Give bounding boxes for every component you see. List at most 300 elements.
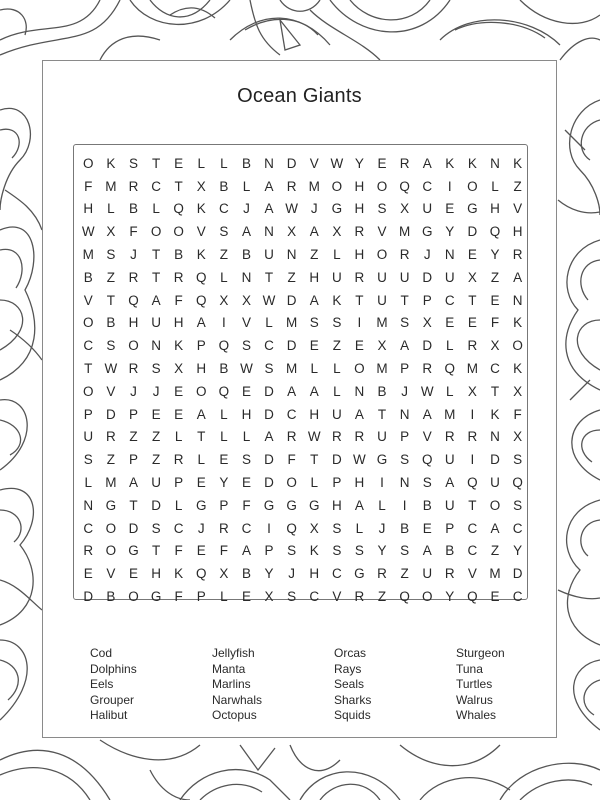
grid-cell[interactable]: H [309,406,320,422]
grid-cell[interactable]: T [151,155,161,171]
grid-cell[interactable]: C [467,543,478,559]
grid-cell[interactable]: D [106,406,116,422]
grid-cell[interactable]: P [83,406,93,422]
grid-cell[interactable]: U [377,429,387,445]
grid-cell[interactable]: R [106,429,116,445]
grid-cell[interactable]: U [151,475,161,491]
grid-cell[interactable]: X [513,383,523,399]
grid-cell[interactable]: L [242,178,251,194]
grid-cell[interactable]: A [196,315,206,331]
grid-cell[interactable]: E [490,292,500,308]
grid-cell[interactable]: Q [196,269,207,285]
grid-cell[interactable]: F [174,292,183,308]
grid-cell[interactable]: D [490,452,500,468]
grid-cell[interactable]: S [151,520,161,536]
grid-cell[interactable]: F [490,315,500,331]
grid-cell[interactable]: Q [196,566,207,582]
grid-cell[interactable]: O [83,315,94,331]
grid-cell[interactable]: O [128,338,139,354]
grid-cell[interactable]: P [196,338,206,354]
grid-cell[interactable]: W [81,224,95,240]
grid-cell[interactable]: M [466,361,479,377]
grid-cell[interactable]: S [241,338,251,354]
grid-cell[interactable]: N [83,497,94,513]
grid-cell[interactable]: I [380,475,384,491]
grid-cell[interactable]: Y [513,543,523,559]
grid-cell[interactable]: C [286,406,297,422]
grid-cell[interactable]: R [173,452,184,468]
grid-cell[interactable]: S [422,475,432,491]
grid-cell[interactable]: R [286,178,297,194]
grid-cell[interactable]: H [309,269,320,285]
grid-cell[interactable]: P [332,475,342,491]
grid-cell[interactable]: M [489,566,501,582]
grid-cell[interactable]: K [513,361,523,377]
grid-cell[interactable]: D [331,452,342,468]
grid-cell[interactable]: P [445,520,455,536]
grid-cell[interactable]: R [354,429,365,445]
grid-cell[interactable]: F [174,543,183,559]
grid-cell[interactable]: L [220,269,228,285]
grid-cell[interactable]: R [512,247,523,263]
grid-cell[interactable]: Z [377,589,387,605]
grid-cell[interactable]: X [241,292,251,308]
grid-cell[interactable]: A [241,224,251,240]
grid-cell[interactable]: A [287,383,297,399]
grid-cell[interactable]: G [376,452,388,468]
grid-cell[interactable]: C [83,520,94,536]
grid-cell[interactable]: B [241,566,251,582]
grid-cell[interactable]: H [309,566,320,582]
grid-cell[interactable]: K [490,406,500,422]
grid-cell[interactable]: G [128,543,139,559]
grid-cell[interactable]: O [83,155,94,171]
grid-cell[interactable]: C [218,201,229,217]
grid-cell[interactable]: S [332,520,342,536]
grid-cell[interactable]: Z [106,452,116,468]
grid-cell[interactable]: L [491,178,499,194]
grid-cell[interactable]: K [445,155,455,171]
grid-cell[interactable]: C [309,589,320,605]
grid-cell[interactable]: D [286,338,297,354]
grid-cell[interactable]: J [401,383,408,399]
grid-cell[interactable]: L [333,383,341,399]
grid-cell[interactable]: T [84,361,93,377]
grid-cell[interactable]: O [421,589,433,605]
grid-cell[interactable]: I [402,497,407,513]
grid-cell[interactable]: S [106,247,116,263]
grid-cell[interactable]: A [264,201,274,217]
grid-cell[interactable]: J [243,201,250,217]
grid-cell[interactable]: A [309,224,319,240]
grid-cell[interactable]: S [354,543,364,559]
grid-cell[interactable]: H [354,178,365,194]
grid-cell[interactable]: B [422,497,432,513]
grid-cell[interactable]: X [467,383,477,399]
grid-cell[interactable]: H [173,315,184,331]
grid-cell[interactable]: R [354,589,365,605]
grid-cell[interactable]: Y [445,589,455,605]
grid-cell[interactable]: L [174,429,183,445]
grid-cell[interactable]: M [82,247,94,263]
grid-cell[interactable]: O [512,338,523,354]
grid-cell[interactable]: A [309,383,319,399]
grid-cell[interactable]: B [445,543,455,559]
grid-cell[interactable]: M [105,475,117,491]
grid-cell[interactable]: R [331,429,342,445]
grid-cell[interactable]: B [106,315,116,331]
grid-cell[interactable]: V [106,383,116,399]
grid-cell[interactable]: C [444,292,455,308]
grid-cell[interactable]: N [241,269,252,285]
grid-cell[interactable]: K [332,292,342,308]
grid-cell[interactable]: A [151,292,161,308]
grid-cell[interactable]: C [512,589,523,605]
grid-cell[interactable]: D [264,383,274,399]
grid-cell[interactable]: S [513,497,523,513]
grid-cell[interactable]: C [512,520,523,536]
grid-cell[interactable]: L [310,475,318,491]
grid-cell[interactable]: D [286,292,297,308]
grid-cell[interactable]: X [196,178,206,194]
grid-cell[interactable]: J [130,383,137,399]
grid-cell[interactable]: U [444,269,455,285]
grid-cell[interactable]: F [513,406,522,422]
grid-cell[interactable]: L [197,155,206,171]
grid-cell[interactable]: I [447,178,452,194]
grid-cell[interactable]: A [400,338,410,354]
grid-cell[interactable]: T [355,292,364,308]
grid-cell[interactable]: Q [218,383,230,399]
grid-cell[interactable]: B [241,155,251,171]
grid-cell[interactable]: R [83,543,94,559]
grid-cell[interactable]: V [106,566,116,582]
grid-cell[interactable]: P [128,406,138,422]
grid-cell[interactable]: R [128,269,139,285]
grid-cell[interactable]: S [377,201,387,217]
grid-cell[interactable]: S [128,155,138,171]
grid-cell[interactable]: L [446,383,454,399]
grid-cell[interactable]: U [377,292,387,308]
grid-cell[interactable]: W [420,383,434,399]
grid-cell[interactable]: I [470,452,475,468]
grid-cell[interactable]: U [331,269,342,285]
grid-cell[interactable]: D [264,452,274,468]
grid-cell[interactable]: S [241,452,251,468]
grid-cell[interactable]: J [130,247,137,263]
grid-cell[interactable]: H [83,201,94,217]
grid-cell[interactable]: E [174,155,184,171]
grid-cell[interactable]: O [173,224,184,240]
grid-cell[interactable]: A [490,520,500,536]
grid-cell[interactable]: S [287,543,297,559]
grid-cell[interactable]: E [445,315,455,331]
grid-cell[interactable]: G [263,497,275,513]
grid-cell[interactable]: T [377,406,387,422]
grid-cell[interactable]: X [513,429,523,445]
grid-cell[interactable]: H [354,247,365,263]
grid-cell[interactable]: C [331,566,342,582]
grid-cell[interactable]: T [264,269,274,285]
grid-cell[interactable]: M [105,178,117,194]
grid-cell[interactable]: U [264,247,274,263]
grid-cell[interactable]: L [333,247,341,263]
grid-cell[interactable]: N [264,224,274,240]
grid-cell[interactable]: H [241,406,252,422]
grid-cell[interactable]: V [241,315,251,331]
grid-cell[interactable]: O [105,543,117,559]
grid-cell[interactable]: W [330,155,344,171]
grid-cell[interactable]: H [490,201,500,217]
grid-cell[interactable]: O [331,178,343,194]
grid-cell[interactable]: K [309,543,319,559]
grid-cell[interactable]: L [84,475,93,491]
grid-cell[interactable]: W [104,361,118,377]
grid-cell[interactable]: W [240,361,253,377]
grid-cell[interactable]: U [151,315,161,331]
grid-cell[interactable]: S [264,361,274,377]
grid-cell[interactable]: H [128,315,139,331]
grid-cell[interactable]: C [83,338,94,354]
grid-cell[interactable]: O [128,589,139,605]
grid-cell[interactable]: K [196,201,206,217]
grid-cell[interactable]: S [400,452,410,468]
grid-cell[interactable]: Q [218,338,230,354]
grid-cell[interactable]: X [219,292,229,308]
grid-cell[interactable]: V [196,224,206,240]
grid-cell[interactable]: C [467,520,478,536]
grid-cell[interactable]: B [128,201,138,217]
grid-cell[interactable]: R [399,247,410,263]
grid-cell[interactable]: Y [219,475,229,491]
grid-cell[interactable]: I [357,315,362,331]
grid-cell[interactable]: Q [489,224,501,240]
grid-cell[interactable]: R [399,155,410,171]
grid-cell[interactable]: M [286,361,298,377]
grid-cell[interactable]: L [220,155,228,171]
grid-cell[interactable]: S [219,224,229,240]
grid-cell[interactable]: V [309,155,319,171]
grid-cell[interactable]: B [241,247,251,263]
grid-cell[interactable]: G [421,224,433,240]
grid-cell[interactable]: O [286,475,297,491]
grid-cell[interactable]: G [354,566,365,582]
grid-cell[interactable]: O [489,497,501,513]
grid-cell[interactable]: P [422,292,432,308]
grid-cell[interactable]: O [196,383,207,399]
grid-cell[interactable]: B [83,269,93,285]
grid-cell[interactable]: L [242,429,251,445]
grid-cell[interactable]: V [467,566,477,582]
grid-cell[interactable]: E [309,338,319,354]
grid-cell[interactable]: C [151,178,161,194]
grid-cell[interactable]: B [219,361,229,377]
grid-cell[interactable]: R [128,178,139,194]
grid-cell[interactable]: S [83,452,93,468]
grid-cell[interactable]: F [287,452,296,468]
grid-cell[interactable]: N [151,338,161,354]
grid-cell[interactable]: E [174,383,184,399]
grid-cell[interactable]: M [444,406,456,422]
grid-cell[interactable]: T [174,178,183,194]
grid-cell[interactable]: D [467,224,478,240]
grid-cell[interactable]: T [490,383,500,399]
grid-cell[interactable]: H [354,201,365,217]
grid-cell[interactable]: A [196,406,206,422]
grid-cell[interactable]: E [174,406,184,422]
grid-cell[interactable]: E [241,589,251,605]
grid-cell[interactable]: Q [444,361,456,377]
grid-cell[interactable]: S [332,315,342,331]
grid-cell[interactable]: F [84,178,93,194]
grid-cell[interactable]: E [467,315,477,331]
grid-cell[interactable]: Q [399,178,410,194]
grid-cell[interactable]: S [151,361,161,377]
grid-cell[interactable]: R [467,429,478,445]
grid-cell[interactable]: T [129,497,138,513]
grid-cell[interactable]: V [513,201,523,217]
grid-cell[interactable]: H [354,475,365,491]
grid-cell[interactable]: G [286,497,297,513]
grid-cell[interactable]: G [196,497,207,513]
grid-cell[interactable]: N [444,247,455,263]
grid-cell[interactable]: I [267,520,271,536]
grid-cell[interactable]: G [105,497,117,513]
grid-cell[interactable]: Q [467,589,478,605]
grid-cell[interactable]: L [174,497,183,513]
grid-cell[interactable]: E [151,406,161,422]
grid-cell[interactable]: U [422,201,433,217]
grid-cell[interactable]: C [241,520,252,536]
grid-cell[interactable]: C [422,178,433,194]
grid-cell[interactable]: X [174,361,184,377]
grid-cell[interactable]: B [377,383,387,399]
grid-cell[interactable]: B [219,178,229,194]
grid-cell[interactable]: T [151,269,161,285]
grid-cell[interactable]: E [467,247,477,263]
grid-cell[interactable]: U [377,269,387,285]
grid-cell[interactable]: X [422,315,432,331]
grid-cell[interactable]: L [378,497,386,513]
grid-cell[interactable]: E [490,589,500,605]
grid-cell[interactable]: Z [106,269,116,285]
grid-cell[interactable]: H [512,224,523,240]
grid-cell[interactable]: E [354,338,364,354]
grid-cell[interactable]: R [444,429,455,445]
grid-cell[interactable]: B [400,520,410,536]
grid-cell[interactable]: U [83,429,94,445]
grid-cell[interactable]: Z [490,269,500,285]
grid-cell[interactable]: J [310,201,318,217]
grid-cell[interactable]: Q [399,589,410,605]
grid-cell[interactable]: O [83,383,94,399]
grid-cell[interactable]: G [331,201,343,217]
grid-cell[interactable]: A [354,406,364,422]
grid-cell[interactable]: S [106,338,116,354]
grid-cell[interactable]: L [197,452,206,468]
grid-cell[interactable]: K [467,155,477,171]
grid-cell[interactable]: C [490,361,500,377]
grid-cell[interactable]: M [376,361,388,377]
grid-cell[interactable]: A [264,178,274,194]
grid-cell[interactable]: A [354,497,364,513]
grid-cell[interactable]: D [151,497,161,513]
grid-cell[interactable]: T [151,543,161,559]
grid-cell[interactable]: Z [151,429,161,445]
grid-cell[interactable]: X [377,338,387,354]
grid-cell[interactable]: A [309,292,319,308]
grid-cell[interactable]: D [286,155,297,171]
grid-cell[interactable]: D [512,566,523,582]
grid-cell[interactable]: I [221,315,226,331]
grid-cell[interactable]: E [219,452,229,468]
grid-cell[interactable]: D [83,589,94,605]
grid-cell[interactable]: X [106,224,116,240]
grid-cell[interactable]: O [105,520,117,536]
grid-cell[interactable]: I [470,406,475,422]
grid-cell[interactable]: F [129,224,138,240]
grid-cell[interactable]: Q [467,475,478,491]
grid-cell[interactable]: X [287,224,297,240]
grid-cell[interactable]: E [241,475,251,491]
grid-cell[interactable]: D [264,406,274,422]
grid-cell[interactable]: A [241,543,251,559]
grid-cell[interactable]: Q [196,292,207,308]
grid-cell[interactable]: R [173,269,184,285]
grid-cell[interactable]: R [444,566,455,582]
grid-cell[interactable]: A [422,155,432,171]
grid-cell[interactable]: P [400,429,410,445]
grid-cell[interactable]: C [173,520,184,536]
grid-cell[interactable]: R [377,566,387,582]
grid-cell[interactable]: X [467,269,477,285]
grid-cell[interactable]: P [400,361,410,377]
grid-cell[interactable]: K [513,315,523,331]
grid-cell[interactable]: A [422,406,432,422]
grid-cell[interactable]: A [445,475,455,491]
grid-cell[interactable]: R [286,429,297,445]
grid-cell[interactable]: E [241,383,251,399]
grid-cell[interactable]: X [400,201,410,217]
grid-cell[interactable]: D [422,338,433,354]
grid-cell[interactable]: L [446,338,454,354]
grid-cell[interactable]: O [354,361,365,377]
grid-cell[interactable]: L [152,201,160,217]
grid-cell[interactable]: L [107,201,115,217]
grid-cell[interactable]: W [285,201,299,217]
grid-cell[interactable]: L [265,315,273,331]
grid-cell[interactable]: Z [151,452,161,468]
grid-cell[interactable]: J [378,520,386,536]
grid-cell[interactable]: T [197,429,206,445]
grid-cell[interactable]: D [128,520,139,536]
grid-cell[interactable]: R [354,224,365,240]
grid-cell[interactable]: E [445,201,455,217]
grid-cell[interactable]: G [467,201,478,217]
grid-cell[interactable]: N [286,247,297,263]
grid-cell[interactable]: Q [173,201,184,217]
grid-cell[interactable]: N [399,406,410,422]
grid-cell[interactable]: N [264,155,274,171]
grid-cell[interactable]: K [106,155,116,171]
grid-cell[interactable]: Q [421,452,433,468]
grid-cell[interactable]: T [468,497,477,513]
grid-cell[interactable]: Z [287,269,296,285]
grid-cell[interactable]: R [467,338,478,354]
grid-cell[interactable]: L [220,406,228,422]
grid-cell[interactable]: W [262,292,276,308]
grid-cell[interactable]: J [288,566,296,582]
